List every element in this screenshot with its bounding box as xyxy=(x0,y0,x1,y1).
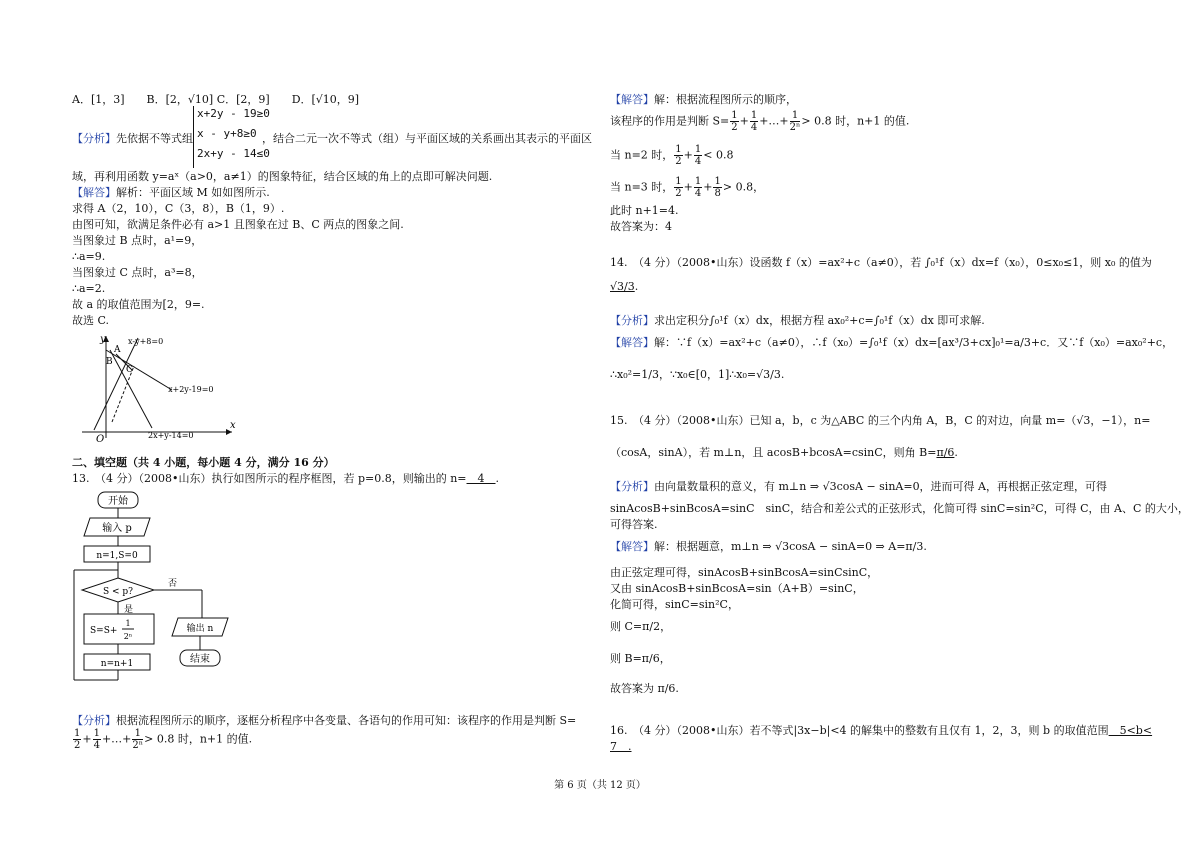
q14-solution-line2: ∴x₀²=1/3，∵x₀∈[0，1]∴x₀=√3/3. xyxy=(610,368,785,381)
q15-analysis: 【分析】由向量数量积的意义，有 m⊥n ⇒ √3cosA − sinA=0，进而可得 A，再根据正弦定理，可得 xyxy=(610,480,1108,493)
q15-line: 则 B=π/6， xyxy=(610,652,671,665)
section-title: 二、填空题（共 4 小题，每小题 4 分，满分 16 分） xyxy=(72,456,335,469)
q13-answer: 4 xyxy=(466,472,496,485)
q13-question: 13. （4 分）（2008•山东）执行如图所示的程序框图，若 p=0.8，则输出的 n= 4 . xyxy=(72,472,500,485)
q15-analysis-line2: sinAcosB+sinBcosA=sinC sinC，结合和差公式的正弦形式，化简可得 sinC=sin²C，可得 C，由 A、C 的大小， xyxy=(610,502,1189,515)
svg-text:否: 否 xyxy=(168,579,178,589)
line-label-1: x-y+8=0 xyxy=(128,337,164,346)
q14-solution: 【解答】解：∵f（x）=ax²+c（a≠0），∴f（x₀）=∫₀¹f（x）dx=[ax³/3+cx]₀¹=a/3+c．又∵f（x₀）=ax₀²+c， xyxy=(610,336,1174,349)
flowchart xyxy=(72,488,252,708)
svg-text:是: 是 xyxy=(124,605,134,615)
q16-answer-line2: 7 . xyxy=(610,740,632,753)
q13-solution-line: 该程序的作用是判断 S= $\frac{1}{2}$ + $\frac{1}{4}$ +…+ $\frac{1}{\text{2ⁿ}}$ > 0.8 时，n+1 的值. xyxy=(610,110,910,133)
q14-answer: √3/3. xyxy=(610,280,639,293)
svg-text:输出 n: 输出 n xyxy=(186,624,214,634)
svg-text:开始: 开始 xyxy=(108,496,128,507)
q13-case-n3: 当 n=3 时， $\frac{1}{2}$ + $\frac{1}{4}$ + $\frac{1}{8}$ > 0.8， xyxy=(610,176,765,199)
inequality-system: x+2y - 19≥0 x - y+8≥0 2x+y - 14≤0 xyxy=(197,107,270,160)
q15-line: 化简可得，sinC=sin²C， xyxy=(610,598,739,611)
q15-question: 15. （4 分）（2008•山东）已知 a，b，c 为△ABC 的三个内角 A，B，C 的对边，向量 m=（√3，−1），n= xyxy=(610,414,1151,427)
q13-solution: 【解答】解：根据流程图所示的顺序， xyxy=(610,93,797,106)
line-label-2: x+2y-19=0 xyxy=(168,385,214,394)
page-footer: 第 6 页（共 12 页） xyxy=(554,780,646,791)
q12-options: A．[1，3] B．[2，√10] C．[2，9] D．[√10，9] xyxy=(72,93,360,106)
svg-text:S=S+: S=S+ xyxy=(90,626,118,636)
q16-question: 16. （4 分）（2008•山东）若不等式|3x−b|<4 的解集中的整数有且仅有 1，2，3，则 b 的取值范围 5<b< xyxy=(610,724,1153,737)
solution-line: 故 a 的取值范围为[2，9=. xyxy=(72,298,205,311)
q15-solution: 【解答】解：根据题意，m⊥n ⇒ √3cosA − sinA=0 ⇒ A=π/3. xyxy=(610,540,927,553)
svg-text:n=n+1: n=n+1 xyxy=(100,659,134,669)
q14-analysis: 【分析】求出定积分∫₀¹f（x）dx，根据方程 ax₀²+c=∫₀¹f（x）dx 即可求解. xyxy=(610,314,985,327)
svg-text:2ⁿ: 2ⁿ xyxy=(123,632,133,641)
q15-line: 由正弦定理可得，sinAcosB+sinBcosA=sinCsinC， xyxy=(610,566,879,579)
solution-line: 求得 A（2，10），C（3，8），B（1，9）. xyxy=(72,202,285,215)
q15-analysis-line3: 可得答案. xyxy=(610,518,658,531)
analysis-tag: 【分析】 xyxy=(72,132,116,145)
solution-line: 当图象过 B 点时，a¹=9， xyxy=(72,234,203,247)
solution-line: ∴a=2. xyxy=(72,282,106,295)
svg-text:1: 1 xyxy=(125,619,131,628)
svg-text:S < p?: S < p? xyxy=(102,587,134,597)
solution-line: 当图象过 C 点时，a³=8， xyxy=(72,266,203,279)
origin-label: O xyxy=(96,434,105,442)
system-brace xyxy=(193,106,194,168)
q12-solution: 【解答】解析：平面区域 M 如如图所示. xyxy=(72,186,270,199)
point-a-label: A xyxy=(114,345,121,355)
point-b-label: B xyxy=(106,357,113,367)
line-2x-y-14 xyxy=(110,350,152,428)
q14-question: 14. （4 分）（2008•山东）设函数 f（x）=ax²+c（a≠0），若 ∫₀¹f（x）dx=f（x₀），0≤x₀≤1，则 x₀ 的值为 xyxy=(610,256,1152,269)
analysis-line2: 域，再利用函数 y=aˣ（a>0，a≠1）的图象特征，结合区域的角上的点即可解决问题. xyxy=(72,170,493,183)
q13-final: 故答案为：4 xyxy=(610,220,672,233)
q15-line: 又由 sinAcosB+sinBcosA=sin（A+B）=sinC， xyxy=(610,582,864,595)
q13-result: 此时 n+1=4. xyxy=(610,204,679,217)
x-axis-label: x xyxy=(230,420,236,431)
q13-case-n2: 当 n=2 时， $\frac{1}{2}$ + $\frac{1}{4}$ < 0.8 xyxy=(610,144,734,167)
q15-line: 故答案为 π/6. xyxy=(610,682,679,695)
solution-line: ∴a=9. xyxy=(72,250,106,263)
svg-text:结束: 结束 xyxy=(190,654,210,665)
q15-line: 则 C=π/2， xyxy=(610,620,672,633)
solution-line: 由图可知，欲满足条件必有 a>1 且图象在过 B、C 两点的图象之间. xyxy=(72,218,404,231)
svg-text:n=1,S=0: n=1,S=0 xyxy=(96,551,138,561)
region-graph xyxy=(72,332,242,442)
q13-analysis-line2: $\frac{1}{2}$ + $\frac{1}{4}$ +…+ $\frac{1}{\text{2ⁿ}}$ > 0.8 时，n+1 的值. xyxy=(74,728,253,751)
solution-line: 故选 C. xyxy=(72,314,110,327)
q13-analysis: 【分析】根据流程图所示的顺序，逐框分析程序中各变量、各语句的作用可知：该程序的作用是判断 S= xyxy=(72,714,577,727)
q12-analysis: 【分析】先依据不等式组 xyxy=(72,132,193,145)
svg-text:输入 p: 输入 p xyxy=(102,523,132,534)
line-label-3: 2x+y-14=0 xyxy=(148,431,194,440)
point-c-label: C xyxy=(126,365,133,375)
y-axis-label: y xyxy=(100,334,106,345)
analysis-continuation: ，结合二元一次不等式（组）与平面区域的关系画出其表示的平面区 xyxy=(262,132,592,145)
q15-question-line2: （cosA，sinA），若 m⊥n，且 acosB+bcosA=csinC，则角 B=π/6. xyxy=(610,446,958,459)
